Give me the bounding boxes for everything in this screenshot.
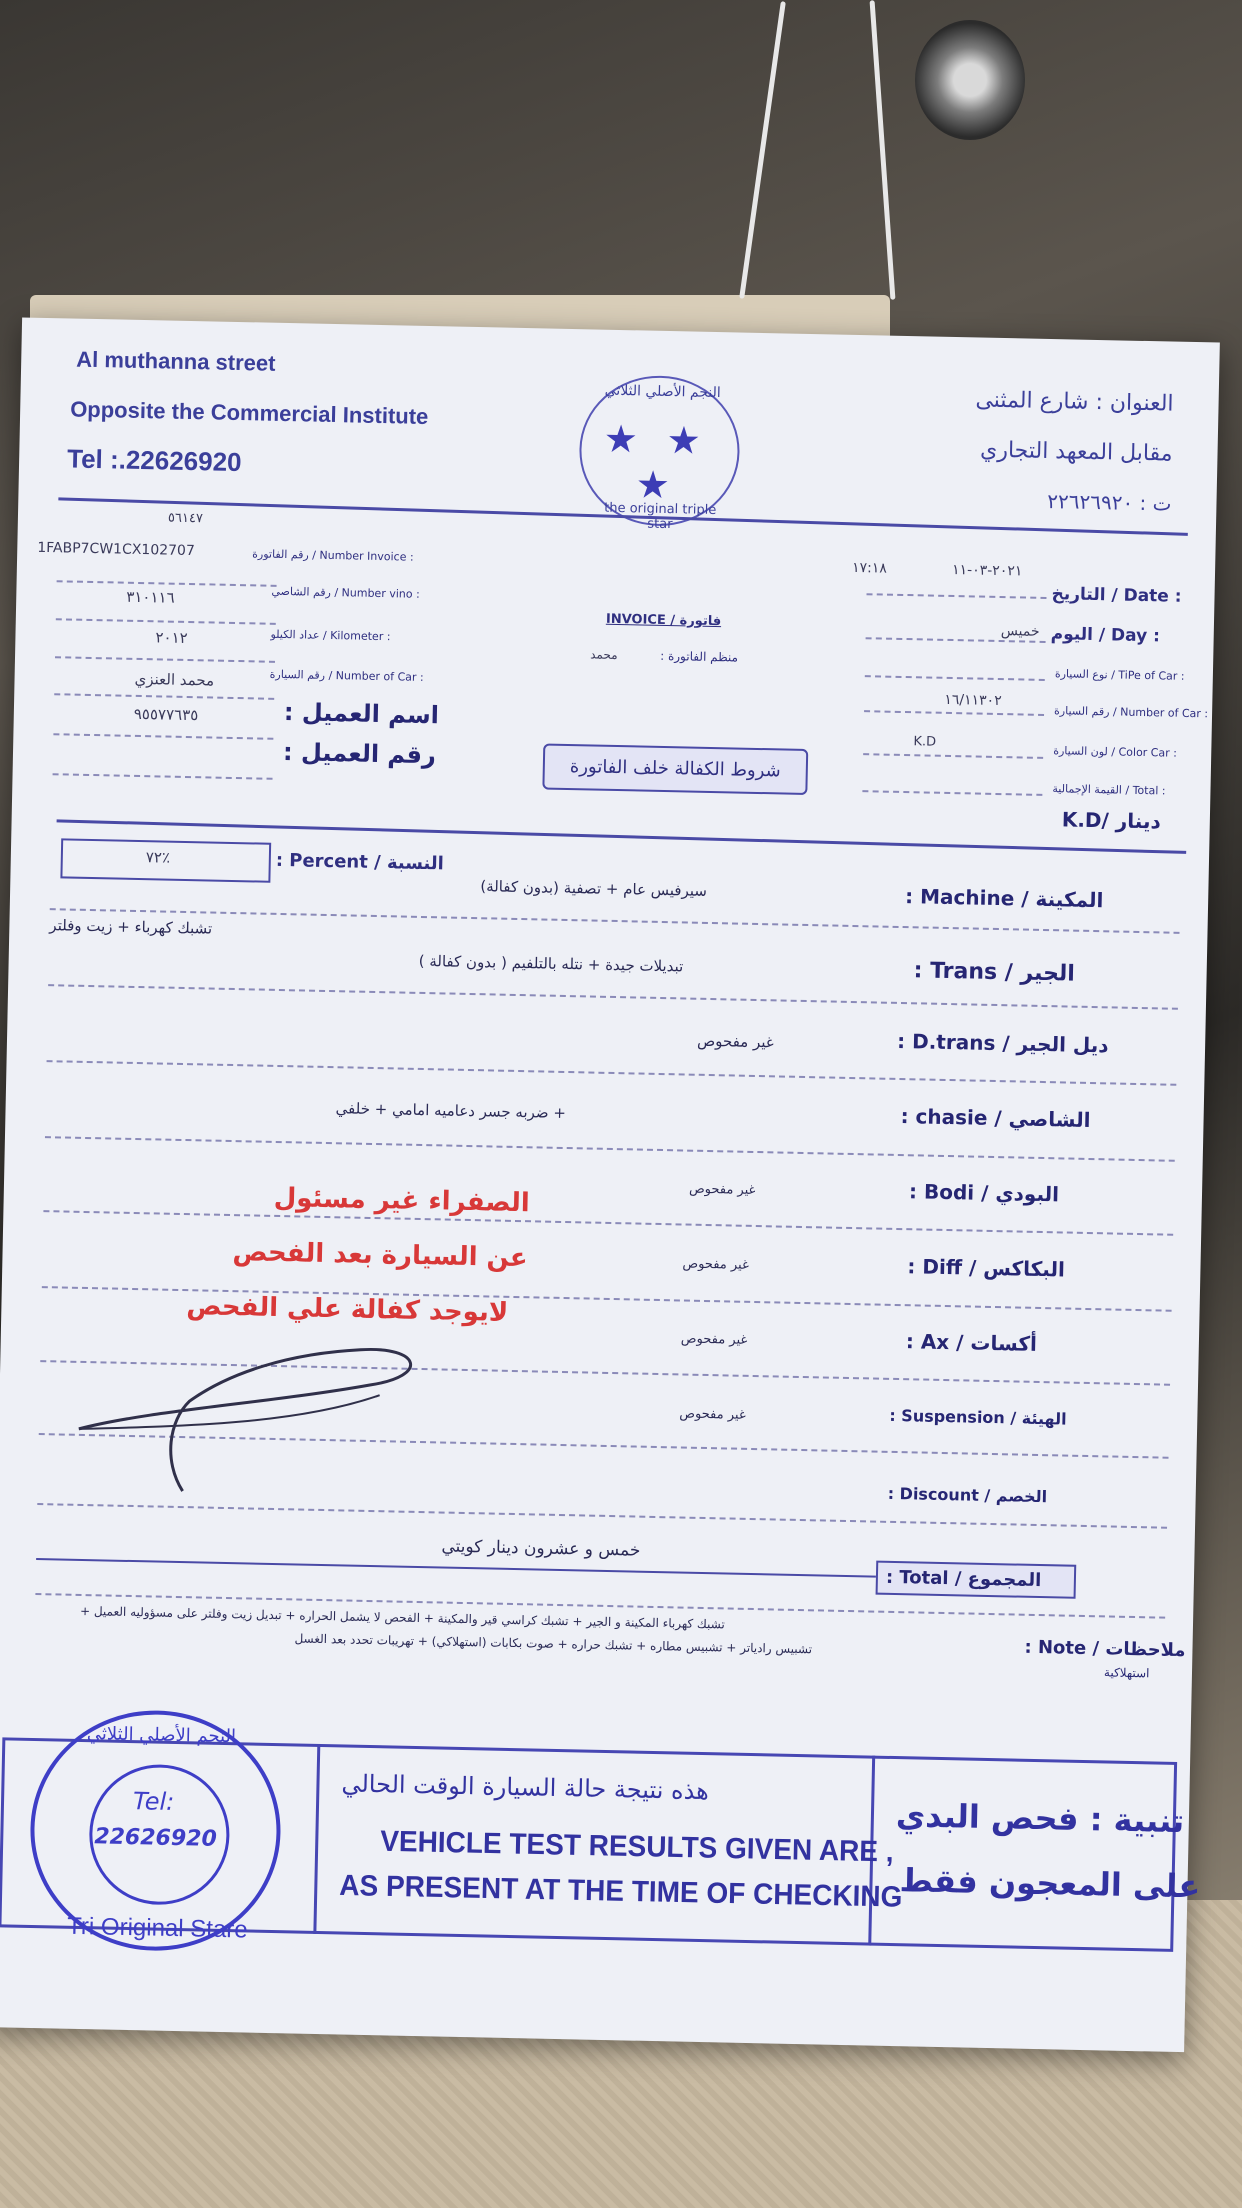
note-line2: تشبيس رادياتر + تشبيس مطاره + تشبك حراره + صوت بكابات (استهلاكي) + تهريبات تحدد بعد الغسل xyxy=(294,1631,813,1657)
red-stamp-line3: لايوجد كفالة علي الفحص xyxy=(186,1291,509,1328)
star-icon: ★ xyxy=(603,416,639,462)
suspension-label: : Suspension / الهيئة xyxy=(889,1405,1067,1429)
chassis-label: : chasie / الشاصي xyxy=(900,1104,1091,1133)
field-line xyxy=(53,773,273,780)
chassis-text: + ضربه جسر دعاميه امامي + خلفي xyxy=(335,1099,567,1123)
total-label: : Total / المجموع xyxy=(876,1561,1077,1599)
date-value: ٢٠٢١-٠٣-١١ xyxy=(951,561,1023,580)
color-label: لون السيارة / Color Car : xyxy=(1053,744,1178,760)
discount-label: : Discount / الخصم xyxy=(887,1483,1048,1507)
percent-label: : Percent / النسبة xyxy=(275,849,445,875)
stamp-arc-top: النجم الأصلي الثلاثي xyxy=(86,1723,237,1748)
note-label-ar-2: استهلاكية xyxy=(1103,1665,1150,1681)
side-note: تشبك كهرباء + زيت وفلتر xyxy=(49,916,213,938)
company-stamp xyxy=(28,1708,283,1953)
stamp-tel-number: 22626920 xyxy=(94,1824,218,1852)
car-number-left-label: رقم السيارة / Number of Car : xyxy=(269,667,424,684)
footer-warning-1: تنبية : فحص البدي xyxy=(895,1796,1185,1841)
total-in-words: خمس و عشرون دينار كويتي xyxy=(441,1536,641,1561)
dtrans-label: : D.trans / ديل الجير xyxy=(896,1028,1109,1058)
date-label: التاريخ / Date : xyxy=(1051,584,1182,607)
issuer-value: محمد xyxy=(590,647,618,662)
address-en-line1: Al muthanna street xyxy=(76,346,276,376)
address-ar-line2: مقابل المعهد التجاري xyxy=(979,437,1173,467)
note-label: : Note / ملاحظات xyxy=(1024,1636,1186,1662)
star-icon: ★ xyxy=(635,462,671,508)
invoice-title: INVOICE / فاتورة xyxy=(605,611,722,630)
customer-name-value: ٩٥٥٧٧٦٣٥ xyxy=(133,704,199,725)
field-line xyxy=(864,710,1044,716)
stamp-arc-bottom: Tri Original Stare xyxy=(66,1912,248,1944)
field-line xyxy=(55,656,275,663)
vin-label: رقم الشاصي / Number vino : xyxy=(271,584,420,601)
red-stamp-line1: الصفراء غير مسئول xyxy=(273,1182,531,1219)
note-line1: تشبك كهرباء المكينة و الجير + تشبك كراسي قير والمكينة + الفحص لا يشمل الحراره + تبديل زيت وفلتر على مسؤوليه العميل + xyxy=(79,1603,725,1632)
footer-result-en-2: AS PRESENT AT THE TIME OF CHECKING xyxy=(339,1868,903,1913)
percent-value: ٧٢٪ xyxy=(145,848,171,867)
body-text: غير مفحوص xyxy=(688,1181,756,1199)
footer-result-ar: هذه نتيجة حالة السيارة الوقت الحالي xyxy=(341,1769,710,1806)
background-cable xyxy=(739,1,786,299)
field-line xyxy=(56,618,276,625)
field-line xyxy=(53,733,273,740)
row-line xyxy=(45,1136,1175,1162)
car-number-left-value: محمد العنزي xyxy=(134,669,215,690)
row-line xyxy=(43,1210,1173,1236)
dtrans-text: غير مفحوص xyxy=(696,1031,774,1052)
machine-label: : Machine / المكينة xyxy=(904,884,1104,913)
address-ar-line1: العنوان : شارع المثنى xyxy=(975,387,1174,417)
red-stamp-line2: عن السيارة بعد الفحص xyxy=(232,1237,529,1274)
star-icon: ★ xyxy=(666,417,702,463)
row-line xyxy=(48,984,1178,1010)
total-value-label: القيمة الإجمالية / Total : xyxy=(1052,782,1166,798)
logo-en-text: the original triple star xyxy=(604,500,717,533)
vin-value: ٣١٠١١٦ xyxy=(126,587,175,607)
car-number-right-value: ١٦/١١٣٠٢ xyxy=(944,691,1002,710)
invoice-paper xyxy=(0,317,1220,2052)
trans-label: : Trans / الجير xyxy=(913,958,1076,987)
row-line xyxy=(47,1060,1177,1086)
day-value: خميس xyxy=(1000,623,1040,640)
row-line xyxy=(37,1503,1167,1529)
company-logo xyxy=(578,374,741,533)
total-underline xyxy=(36,1558,876,1578)
field-line xyxy=(866,593,1046,599)
machine-text: سيرفيس عام + تصفية (بدون كفالة) xyxy=(480,877,708,900)
stamp-inner-circle xyxy=(88,1763,231,1906)
invoice-number-label: رقم الفاتورة / Number Invoice : xyxy=(252,547,414,564)
car-type-label: نوع السيارة / TiPe of Car : xyxy=(1054,667,1185,683)
issuer-label: منظم الفاتورة : xyxy=(660,648,739,665)
diff-text: غير مفحوص xyxy=(682,1256,749,1273)
tel-en: Tel :.22626920 xyxy=(66,443,242,478)
ax-text: غير مفحوص xyxy=(680,1331,748,1348)
kilometer-value: ٢٠١٢ xyxy=(155,628,188,647)
footer-result-en-1: VEHICLE TEST RESULTS GIVEN ARE , xyxy=(379,1824,894,1868)
footer-warning-2: على المعجون فقط xyxy=(899,1861,1201,1906)
kilometer-label: عداد الكيلو / Kilometer : xyxy=(270,627,391,644)
row-line xyxy=(50,908,1180,934)
body-label: : Bodi / البودي xyxy=(908,1179,1060,1207)
tel-ar: ت : ٢٢٦٢٦٩٢٠ xyxy=(1047,488,1172,516)
signature xyxy=(67,1329,450,1507)
warranty-terms-button: شروط الكفالة خلف الفاتورة xyxy=(542,743,808,795)
time-value: ١٧:١٨ xyxy=(851,559,888,577)
field-line xyxy=(863,753,1043,759)
background-metal-part xyxy=(915,20,1025,140)
customer-number-label: رقم العميل : xyxy=(282,738,437,770)
suspension-text: غير مفحوص xyxy=(679,1406,746,1423)
field-line xyxy=(865,675,1045,681)
diff-label: : Diff / البكاكس xyxy=(907,1254,1066,1282)
logo-ar-text: النجم الأصلي الثلاثي xyxy=(604,382,721,402)
invoice-number-value: 1FABP7CW1CX102707 xyxy=(37,539,195,560)
background-cable xyxy=(870,0,896,300)
color-value: K.D xyxy=(913,734,937,750)
stamp-tel-label: Tel: xyxy=(132,1787,175,1816)
ax-label: : Ax / أكسات xyxy=(905,1329,1038,1356)
kd-label: K.D/ دينار xyxy=(1061,807,1162,834)
day-label: اليوم / Day : xyxy=(1050,624,1161,647)
address-en-line2: Opposite the Commercial Institute xyxy=(69,396,429,429)
field-line xyxy=(54,693,274,700)
field-line xyxy=(862,790,1042,796)
trans-text: تبديلات جيدة + نتله بالتلفيم ( بدون كفالة ) xyxy=(418,951,684,976)
small-number: ٥٦١٤٧ xyxy=(167,510,204,527)
car-number-right-label: رقم السيارة / Number of Car : xyxy=(1053,704,1209,721)
field-line xyxy=(57,580,277,587)
customer-name-label: اسم العميل : xyxy=(283,698,440,730)
